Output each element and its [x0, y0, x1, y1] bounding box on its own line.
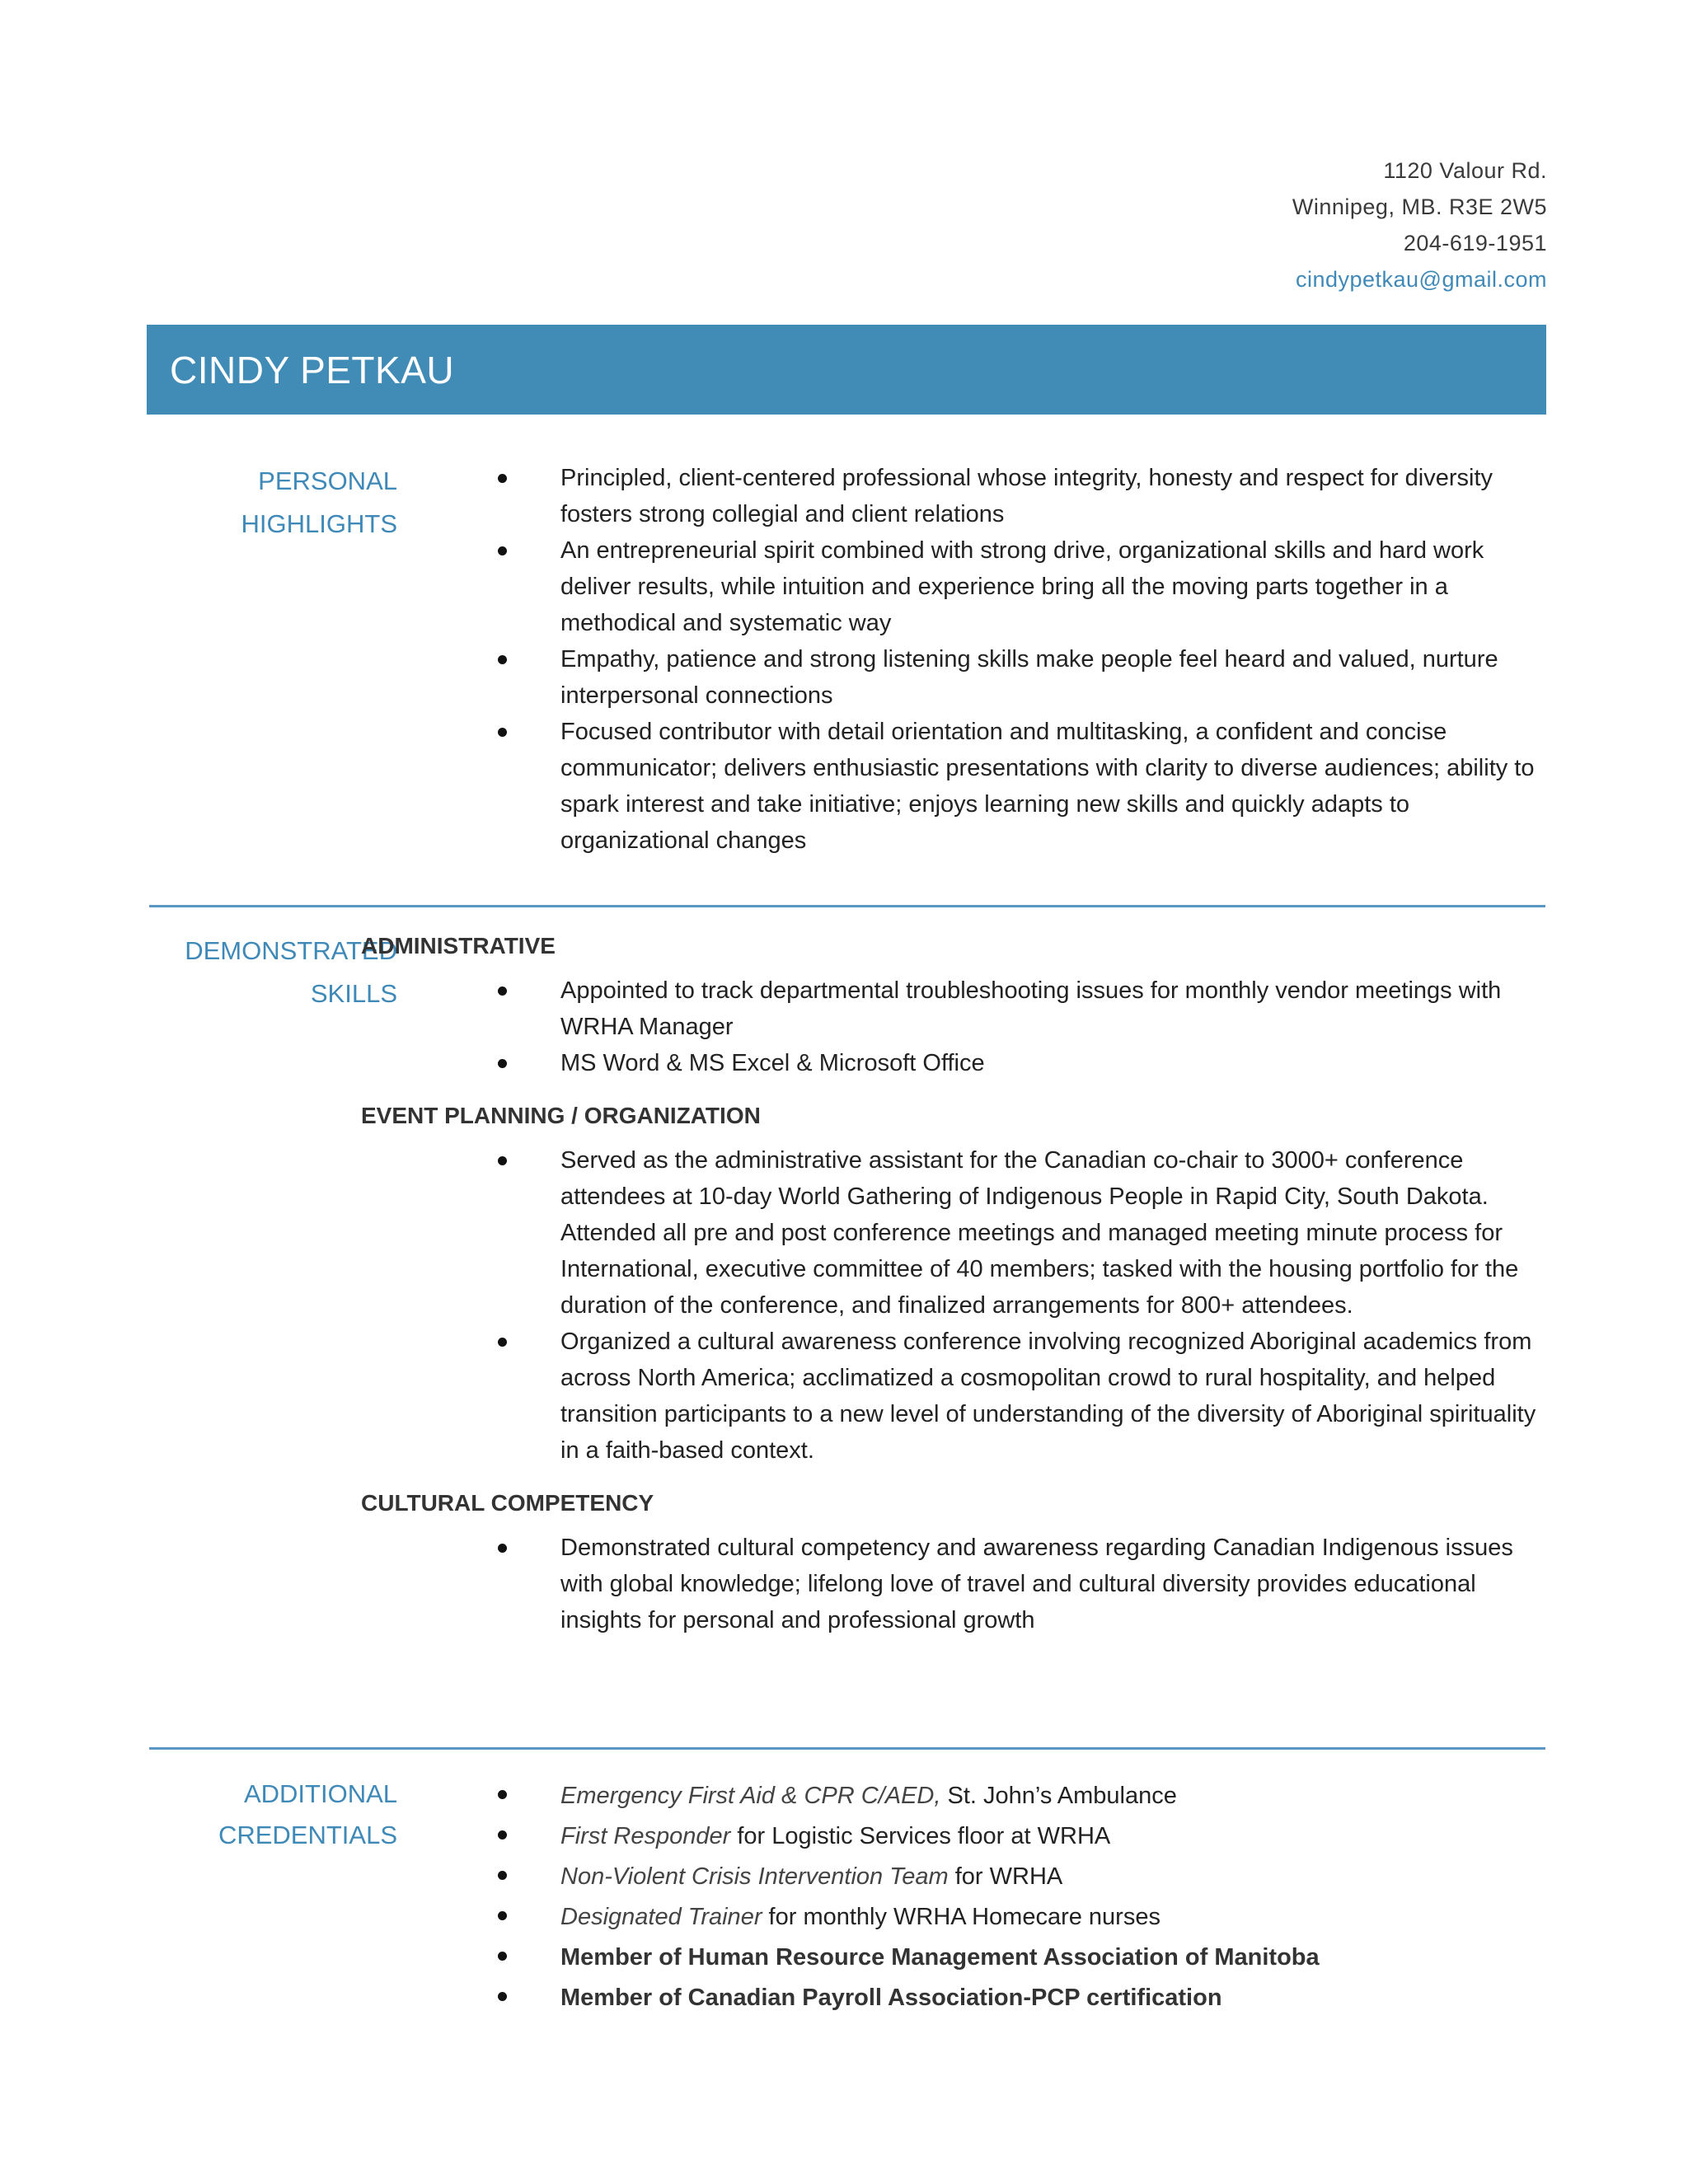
section-body [462, 1774, 1546, 2018]
skills-list [462, 1530, 1546, 1638]
name-banner [147, 325, 1546, 415]
list-item: Organized a cultural awareness conference involving recognized Aboriginal academics from across North America; acclimatized a cosmopolitan crowd to rural hospitality, and helped transition participants to a new level of understanding of the diversity of Aboriginal spirituality in a faith-based context. [462, 1324, 1546, 1469]
section-title: ADDITIONAL CREDENTIALS [218, 1779, 397, 1849]
address-line-2: Winnipeg, MB. R3E 2W5 [1292, 194, 1547, 219]
subsection-heading: CULTURAL COMPETENCY [361, 1490, 654, 1516]
address-line-1: 1120 Valour Rd. [1383, 158, 1547, 183]
list-item: Member of Canadian Payroll Association-PCP certification [462, 1978, 1546, 2018]
skills-list [462, 1142, 1546, 1469]
candidate-name: CINDY PETKAU [170, 348, 455, 391]
email-link[interactable]: cindypetkau@gmail.com [1295, 267, 1547, 292]
list-item: Empathy, patience and strong listening skills make people feel heard and valued, nurture interpersonal connections [462, 641, 1546, 714]
section-body [361, 930, 1546, 1638]
list-item: Demonstrated cultural competency and awareness regarding Canadian Indigenous issues with global knowledge; lifelong love of travel and cultural diversity provides educational insights for personal and professional growth [462, 1530, 1546, 1638]
skills-list [462, 972, 1546, 1081]
subsection-heading: ADMINISTRATIVE [361, 933, 556, 958]
highlights-list [462, 460, 1546, 859]
subsection-heading: EVENT PLANNING / ORGANIZATION [361, 1103, 761, 1128]
list-item: An entrepreneurial spirit combined with strong drive, organizational skills and hard work deliver results, while intuition and experience bring all the moving parts together in a methodical and systematic way [462, 532, 1546, 641]
list-item: Non-Violent Crisis Intervention Team for WRHA [462, 1857, 1546, 1897]
section-title: PERSONAL HIGHLIGHTS [241, 466, 397, 538]
list-item: Served as the administrative assistant for the Canadian co-chair to 3000+ conference attendees at 10-day World Gathering of Indigenous People in Rapid City, South Dakota. Attended all pre and post conference meetings and managed meeting minute process for International, executive committee of 40 members; tasked with the housing portfolio for the duration of the conference, and finalized arrangements for 800+ attendees. [462, 1142, 1546, 1324]
contact-block [1292, 152, 1547, 298]
section-divider [149, 905, 1545, 907]
list-item: Designated Trainer for monthly WRHA Homecare nurses [462, 1897, 1546, 1938]
section-divider [149, 1747, 1545, 1750]
list-item: First Responder for Logistic Services floor at WRHA [462, 1816, 1546, 1857]
section-title: DEMONSTRATED SKILLS [185, 936, 397, 1008]
list-item: Focused contributor with detail orientation and multitasking, a confident and concise communicator; delivers enthusiastic presentations with clarity to diverse audiences; ability to spark interest and take initiative; enjoys learning new skills and quickly adapts to organizational changes [462, 714, 1546, 859]
list-item: Principled, client-centered professional whose integrity, honesty and respect for diversity fosters strong collegial and client relations [462, 460, 1546, 532]
phone-number: 204-619-1951 [1403, 231, 1547, 255]
list-item: MS Word & MS Excel & Microsoft Office [462, 1045, 1546, 1081]
list-item: Appointed to track departmental troubleshooting issues for monthly vendor meetings with WRHA Manager [462, 972, 1546, 1045]
list-item: Member of Human Resource Management Association of Manitoba [462, 1938, 1546, 1978]
credentials-list [462, 1776, 1546, 2018]
list-item: Emergency First Aid & CPR C/AED, St. John’s Ambulance [462, 1776, 1546, 1816]
section-body [462, 460, 1546, 859]
